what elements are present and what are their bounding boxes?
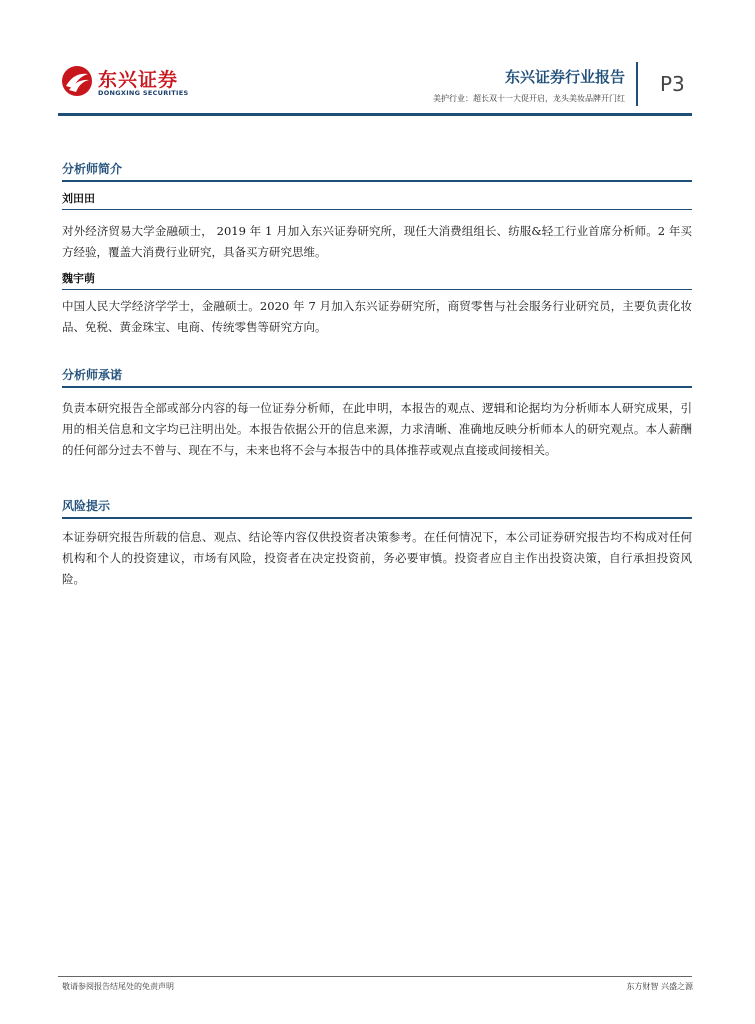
footer-slogan: 东方财智 兴盛之源 [626, 982, 693, 991]
page-number: P3 [660, 72, 685, 96]
company-logo [60, 62, 189, 102]
analyst-divider [62, 209, 692, 210]
header-rule [58, 113, 692, 116]
logo-text-cn: 东兴证券 [98, 69, 179, 91]
footer-disclaimer-note: 敬请参阅报告结尾处的免责声明 [62, 982, 174, 991]
analyst-divider [62, 289, 692, 290]
footer-rule [58, 976, 692, 977]
header-divider [636, 62, 638, 106]
section-title: 分析师承诺 [62, 368, 123, 382]
section-title: 风险提示 [62, 499, 111, 513]
section-title: 分析师简介 [62, 162, 123, 176]
analyst-name: 魏宇萌 [62, 272, 95, 285]
risk-text: 本证券研究报告所载的信息、观点、结论等内容仅供投资者决策参考。在任何情况下，本公司证券研究报告均不构成对任何机构和个人的投资建议，市场有风险，投资者在决定投资前，务必要审慎。投资者应自主作出投资决策，自行承担投资风险。 [62, 530, 692, 586]
analyst-name: 刘田田 [62, 192, 95, 205]
logo-emblem-icon [60, 64, 94, 98]
logo-text-en: DONGXING SECURITIES [98, 89, 189, 97]
analyst-bio: 对外经济贸易大学金融硕士， 2019 年 1 月加入东兴证券研究所，现任大消费组组长、纺服&轻工行业首席分析师。2 年买方经验，覆盖大消费行业研究，具备买方研究思维。 [62, 224, 692, 259]
commitment-text: 负责本研究报告全部或部分内容的每一位证券分析师，在此申明，本报告的观点、逻辑和论据均为分析师本人研究成果，引用的相关信息和文字均已注明出处。本报告依据公开的信息来源，力求清晰、准确地反映分析师本人的研究观点。本人薪酬的任何部分过去不曾与、现在不与，未来也将不会与本报告中的具体推荐或观点直接或间接相关。 [62, 401, 692, 457]
section-risk-heading [62, 497, 692, 519]
page-header [0, 0, 755, 118]
section-commitment-heading [62, 366, 692, 388]
report-type-title: 东兴证券行业报告 [504, 68, 625, 86]
analyst-bio: 中国人民大学经济学学士，金融硕士。2020 年 7 月加入东兴证券研究所，商贸零售与社会服务行业研究员，主要负责化妆品、免税、黄金珠宝、电商、传统零售等研究方向。 [62, 299, 692, 334]
section-analyst-intro-heading [62, 160, 692, 182]
report-subtitle: 美护行业：超长双十一大促开启，龙头美妆品牌开门红 [433, 94, 625, 103]
